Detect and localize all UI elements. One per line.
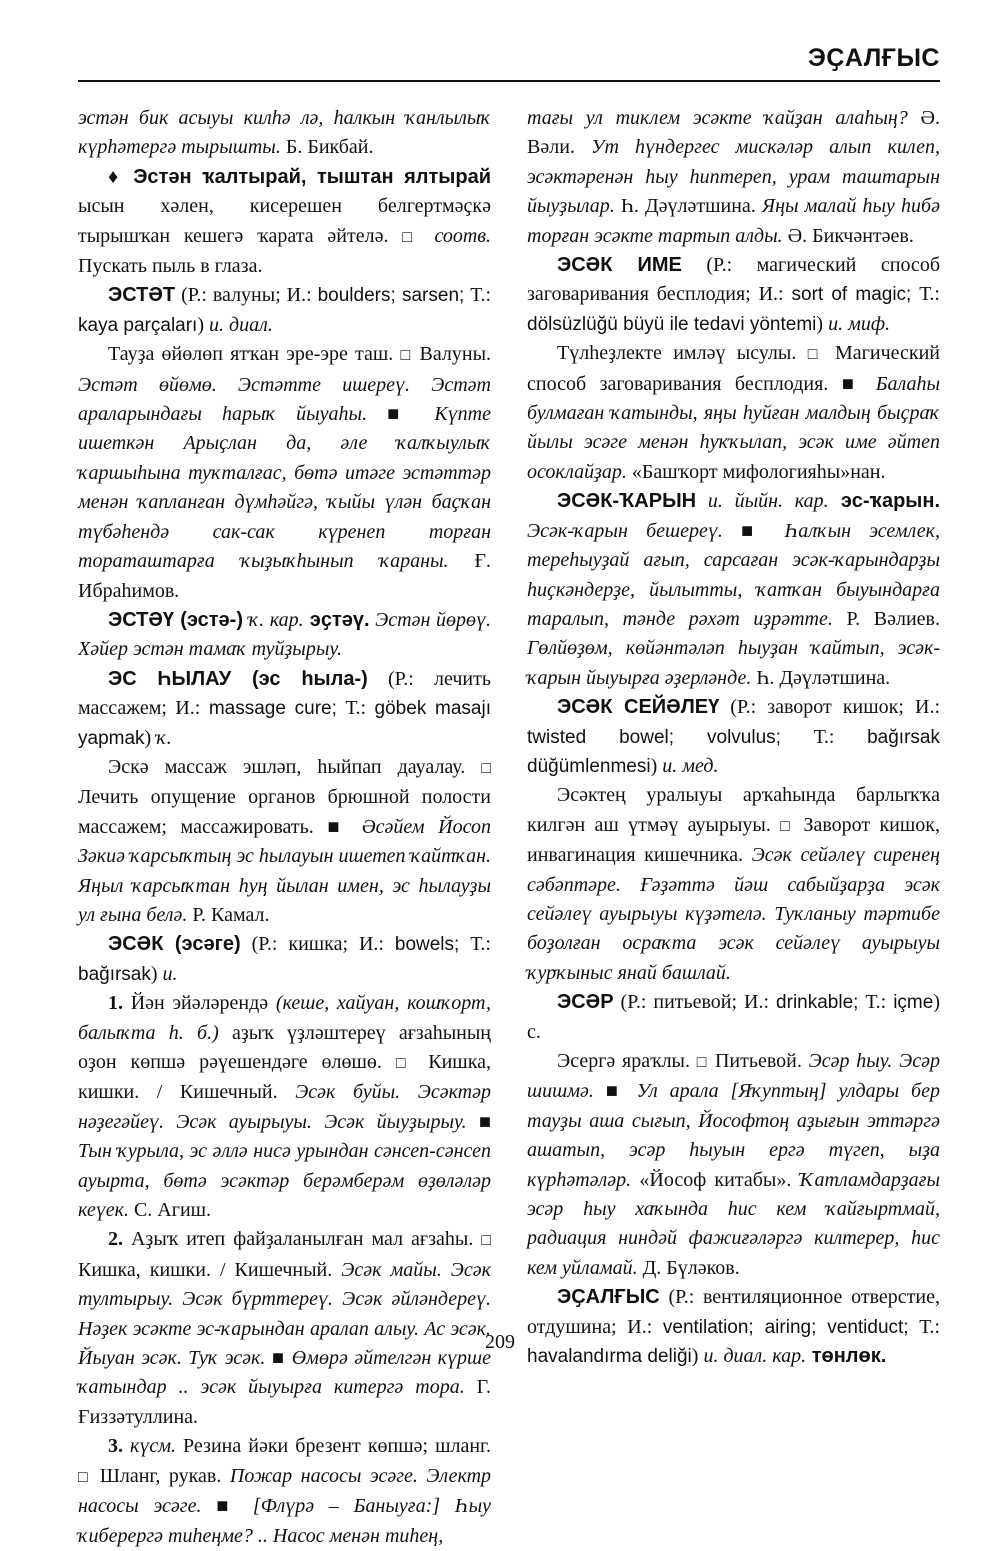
dictionary-paragraph	[78, 281, 491, 340]
text-segment: Тауҙа өйөлөп ятҡан эре-эре таш.	[108, 343, 401, 366]
text-segment: (Р.: лечить массажем; И.:	[78, 667, 492, 720]
text-segment: (Р.: заворот кишок; И.:	[719, 696, 941, 719]
text-segment: Пожар насосы эсәге. Электр насосы эсәге.	[78, 1464, 492, 1518]
text-segment: 1.	[108, 992, 123, 1015]
text-segment: (Р.: вентиляционное отверстие, отдушина; И.:	[527, 1286, 940, 1338]
text-segment: (кеше, хайуан, кошҡорт, балыҡта һ. б.)	[78, 992, 491, 1044]
dictionary-paragraph	[527, 339, 940, 487]
text-segment: ■	[201, 1495, 253, 1518]
headword: ЭСӘК (эсәге)	[108, 933, 241, 956]
text-segment: Йән эйәләрендә	[123, 992, 276, 1015]
text-segment: )	[197, 313, 210, 336]
text-segment: Ҡатламдарҙағы эсәр һыу хаҡында һис кем ҡайғыртмай, радиация ниндәй фажиғәләргә килтерер, һис кем уйламай.	[527, 1168, 940, 1279]
text-segment: ҡ. кар.	[243, 608, 304, 631]
text-segment: (Р.: валуны; И.:	[175, 284, 318, 307]
dictionary-paragraph	[527, 1047, 940, 1283]
text-segment: Һалҡын эсемлек, тереһыуҙай ағып, сарсаған эсәк-ҡарындарҙы һиҫкәндерҙе, йылытты, ҡатҡан быуындарға таралып, тәнде рәхәт иҙрәтте.	[527, 519, 940, 630]
text-segment: Эсәр һыу. Эсәр шишмә.	[527, 1050, 940, 1103]
text-segment: Эсәктең уралыуы арҡаһында барлыҡҡа килгән аш үтмәү ауырыуы.	[527, 784, 940, 836]
text-segment: и. миф.	[828, 312, 891, 335]
text-segment: Кишка, кишки. / Кишечный.	[78, 1258, 342, 1281]
text-segment: bağırsak	[78, 963, 151, 985]
headword: ЭСӘК-ҠАРЫН	[557, 490, 697, 513]
text-segment: аҙыҡ үҙләштереү ағзаһының оҙон көпшә рәүешендәге өлөшө.	[78, 1021, 491, 1073]
text-segment: ♦	[108, 165, 134, 188]
text-segment: и. диал. кар.	[703, 1345, 807, 1368]
dictionary-paragraph	[78, 104, 491, 163]
text-segment: Заворот кишок, инвагинация кишечника.	[527, 813, 940, 867]
text-segment: Эсергә яраҡлы.	[557, 1050, 697, 1072]
dictionary-paragraph	[527, 693, 940, 781]
dictionary-paragraph	[78, 340, 491, 606]
dictionary-paragraph	[78, 665, 491, 753]
text-segment: )	[691, 1345, 704, 1368]
running-head: ЭҪАЛҒЫС	[808, 44, 940, 72]
box-marker-icon: □	[402, 228, 421, 246]
text-segment: ) с.	[527, 991, 940, 1043]
text-segment: (Р.: магический способ заговаривания бесплодия; И.:	[527, 254, 940, 306]
text-segment: 2.	[108, 1228, 123, 1251]
text-segment: ысын хәлен, кисерешен белгертмәҫкә тырышҡан кешегә ҡарата әйтелә.	[78, 195, 491, 247]
text-segment: boulders; sarsen;	[317, 285, 465, 307]
text-segment: и. йыйн. кар.	[696, 490, 829, 513]
text-segment: Эстәт өйөмө. Эстәтте ишереү. Эстәт араларындағы һарыҡ йыуаһы.	[78, 373, 491, 426]
text-segment: Эскә массаж эшләп, һыйпап дауалау.	[108, 755, 482, 778]
text-segment: göbek masajı yapmak	[78, 698, 491, 749]
dictionary-paragraph	[78, 606, 491, 665]
text-segment: Ғ. Ибраһимов.	[78, 550, 492, 602]
text-segment: «Башҡорт мифологияһы»нан.	[626, 460, 886, 483]
box-marker-icon: □	[400, 347, 413, 365]
text-segment: (Р.: питьевой; И.:	[613, 991, 777, 1014]
dictionary-paragraph	[78, 1432, 491, 1551]
box-marker-icon: □	[78, 1468, 92, 1486]
text-segment: ■	[722, 519, 785, 542]
text-segment: соотв.	[420, 224, 491, 247]
dictionary-paragraph	[527, 1283, 940, 1371]
dictionary-paragraph	[527, 251, 940, 339]
headword: эҫтәү.	[303, 608, 370, 631]
text-segment: )	[650, 754, 663, 777]
text-segment: Т.:	[459, 933, 491, 956]
text-segment: Эсәк майы. Эсәк тултырыу. Эсәк бүрттереү. Эсәк әйләндереү. Нәҙек эсәкте эс-ҡарындан аралап алыу. Ас эсәк. Йыуан эсәк. Туҡ эсәк.	[78, 1258, 492, 1370]
text-segment: «Йософ китабы».	[631, 1168, 800, 1191]
text-segment: эстән бик асыуы килһә лә, һалкын ҡанлылыҡ күрһәтергә тырышты.	[78, 107, 491, 159]
text-segment: Р. Вәлиев.	[832, 607, 940, 630]
text-segment: bağırsak düğümlenmesi	[527, 726, 940, 777]
dictionary-paragraph	[78, 163, 491, 282]
text-segment: sort of magic;	[791, 284, 912, 306]
text-segment: Т.:	[908, 1315, 940, 1338]
right-column	[527, 104, 940, 1371]
text-segment: Эстән йөрөү. Хәйер эстән тамаҡ туйҙырыу.	[78, 608, 492, 661]
text-segment: Т.:	[464, 284, 491, 307]
dictionary-paragraph	[78, 1225, 491, 1432]
text-segment: havalandırma deliği	[527, 1346, 692, 1368]
headword: ЭСТӘҮ (эстә-)	[108, 608, 244, 631]
text-segment: Яңы малай һыу һибә торған эсәкте тартып алды.	[527, 195, 940, 247]
header-rule	[78, 80, 940, 82]
text-segment: Магический способ заговаривания бесплодия.	[527, 342, 941, 395]
dictionary-paragraph	[527, 988, 940, 1047]
text-segment: dölsüzlüğü büyü ile tedavi yöntemi	[527, 313, 817, 335]
text-segment: Ут һүндергес мискәләр алып килеп, эсәктәренән һыу һиптереп, урам таштарын йыуҙылар.	[527, 136, 940, 218]
text-segment: С. Агиш.	[128, 1199, 212, 1222]
text-segment: и. мед.	[662, 754, 719, 777]
headword: төнлөк.	[806, 1345, 887, 1368]
text-segment: Өмөрә әйтелгән күрше ҡатындар .. эсәк йыуырға китергә тора.	[78, 1347, 491, 1399]
text-segment: ■	[313, 815, 362, 838]
box-marker-icon: □	[696, 1054, 709, 1071]
box-marker-icon: □	[807, 346, 824, 364]
text-segment: Шланг, рукав.	[91, 1464, 230, 1487]
text-segment: ҡ.	[156, 726, 172, 749]
text-segment: Р. Камал.	[187, 903, 270, 926]
dictionary-paragraph	[78, 930, 491, 989]
headword: ЭСӘК ИМЕ	[557, 254, 682, 277]
dictionary-paragraph	[527, 104, 940, 251]
text-segment: [Флүрә – Баныуға:] Һыу ҡиберергә тиһеңме? .. Насос менән тиһең,	[78, 1495, 492, 1547]
text-segment: и.	[162, 962, 178, 985]
text-segment: Тын ҡурыла, эс әллә нисә урындан сәнсеп-сәнсеп ауырта, бөтә эсәктәр берәмберәм өҙөләләр кеүек.	[78, 1140, 491, 1222]
text-segment: Лечить опущение органов брюшной полости массажем; массажировать.	[78, 786, 491, 838]
headword: ЭҪАЛҒЫС	[557, 1286, 660, 1309]
box-marker-icon: □	[481, 759, 491, 777]
text-segment: Кишка, кишки. / Кишечный.	[78, 1051, 491, 1104]
text-segment: Т.:	[780, 725, 868, 748]
text-segment: Валуны.	[412, 343, 492, 366]
text-segment: içme	[893, 992, 934, 1014]
text-segment: Һ. Дәүләтшина.	[614, 195, 762, 218]
text-segment: Ул арала [Яҡуптың] улдары бер тауҙы аша сығып, Йософтоң аҙығын эттәргә ашатып, эсәр һыуын ергә түгеп, ыҙа күрһәтәләр.	[527, 1080, 940, 1191]
text-segment: ■	[466, 1110, 491, 1133]
headword: ЭСТӘТ	[108, 284, 176, 307]
dictionary-paragraph	[527, 487, 940, 693]
text-segment: ventilation; airing; ventiduct;	[662, 1316, 909, 1338]
text-segment: күсм.	[123, 1435, 177, 1458]
dictionary-paragraph	[527, 781, 940, 988]
text-segment: )	[816, 312, 829, 335]
text-segment: Аҙыҡ итеп файҙаланылған мал ағзаһы.	[123, 1228, 482, 1251]
headword: эс-ҡарын.	[828, 490, 940, 513]
text-segment: massage cure;	[208, 698, 337, 720]
text-segment: Балаһы булмаған ҡатынды, яңы һуйған малдың быҫраҡ йылы эсәге менән һуҡҡылап, эсәк име әйтеп осоклайҙар.	[527, 372, 940, 483]
text-segment: ■	[265, 1347, 292, 1370]
headword: ЭСӘК СЕЙӘЛЕҮ	[557, 696, 720, 719]
text-segment: kaya parçaları	[78, 314, 198, 336]
text-segment: Ә. Бикчәнтәев.	[782, 224, 914, 247]
box-marker-icon: □	[395, 1055, 415, 1072]
text-segment: Эсәк буйы. Эсәктәр нәҙегәйеү. Эсәк ауырыуы. Эсәк йыуҙырыу.	[78, 1081, 491, 1133]
text-segment: тағы ул тиклем эсәкте ҡайҙан алаһың?	[527, 107, 908, 129]
text-segment: Т.:	[336, 697, 375, 720]
text-segment: twisted bowel; volvulus;	[527, 726, 781, 748]
headword: ЭС ҺЫЛАУ (эс һыла-)	[108, 667, 368, 690]
text-segment: 3.	[108, 1435, 123, 1458]
page-number: 209	[485, 1331, 515, 1353]
text-segment: Б. Бикбай.	[280, 136, 374, 159]
text-segment: Д. Бүләков.	[637, 1256, 740, 1279]
text-segment: Резина йәки брезент көпшә; шланг.	[176, 1435, 492, 1458]
text-segment: )	[150, 962, 163, 985]
text-segment: Ә. Вәли.	[527, 107, 940, 159]
text-segment: и. диал.	[209, 313, 273, 336]
text-segment: )	[144, 726, 157, 749]
text-segment: Т.:	[911, 283, 940, 306]
headword: ЭСӘР	[557, 991, 614, 1014]
text-segment: Эсәк-ҡарын бешереү.	[527, 519, 723, 542]
text-segment: Т.:	[858, 991, 894, 1014]
text-segment: ■	[593, 1080, 637, 1103]
box-marker-icon: □	[481, 1232, 491, 1250]
text-segment: Һ. Дәүләтшина.	[751, 666, 891, 689]
dictionary-paragraph	[78, 989, 491, 1225]
text-segment: ■	[828, 372, 876, 395]
headword: Эстән ҡалтырай, тыштан ялтырай	[133, 165, 491, 188]
text-segment: Г. Ғиззәтуллина.	[78, 1376, 491, 1428]
text-segment: Гөлйөҙөм, көйәнтәләп һыуҙан ҡайтып, эсәк-ҡарын йыуырға әҙерләнде.	[527, 637, 940, 689]
text-segment: Күпте ишеткән Арыҫлан да, әле ҡалҡыулыҡ ҡаршыһына туҡталғас, бөтә итәге эстәттәр менән ҡапланған дүмһәйгә, ҡыйы үлән баҫҡан түбәһендә сак-сак күренеп торған тораташтарға ҡыҙыҡһынып ҡараны.	[78, 403, 491, 573]
text-segment: (Р.: кишка; И.:	[240, 933, 395, 956]
box-marker-icon: □	[780, 817, 795, 835]
text-segment: Эсәк сейәлеү сиренең сәбәптәре. Ғәҙәттә йәш сабыйҙарҙа эсәк сейәлеү ауырыуы күҙәтелә. Туҡланыу тәртибе боҙолған осраҡта эсәк сейәлеү ауырыуы ҡурҡыныс янай башлай.	[527, 844, 940, 984]
text-segment: Әсәйем Йосоп Зәкиә ҡарсыҡтың эс һылауын ишетеп ҡайтҡан. Яңыл ҡарсыҡтан һуң йылан имен, эс һылауҙы ул ғына белә.	[78, 815, 491, 926]
dictionary-paragraph	[78, 753, 491, 930]
text-segment: bowels;	[394, 934, 460, 956]
text-segment: Пускать пыль в глаза.	[78, 255, 263, 278]
text-segment: Питьевой.	[708, 1050, 809, 1072]
text-segment: drinkable;	[776, 992, 859, 1014]
text-segment: Түлһеҙлекте имләү ысулы.	[557, 342, 808, 365]
text-segment: ■	[367, 403, 435, 426]
